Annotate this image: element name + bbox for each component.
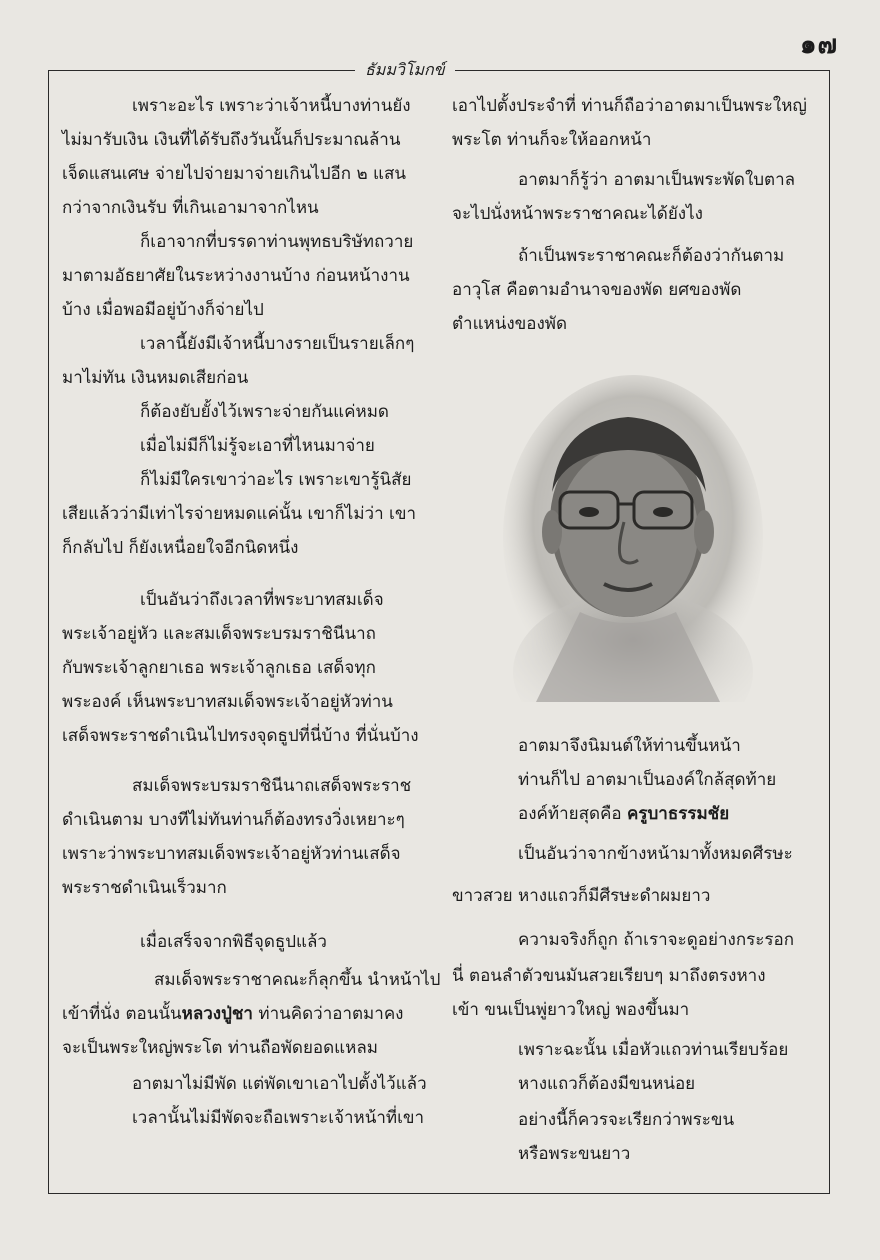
text-line: ก็ไม่มีใครเขาว่าอะไร เพราะเขารู้นิสัย <box>140 470 412 490</box>
name-kruba-thammachai: ครูบาธรรมชัย <box>627 804 730 824</box>
name-hluang-pu-cha: หลวงปู่ชา <box>181 1004 253 1024</box>
text-line: อาวุโส คือตามอำนาจของพัด ยศของพัด <box>452 280 742 300</box>
text-line <box>62 1000 404 1027</box>
text-line: ก็เอาจากที่บรรดาท่านพุทธบริษัทถวาย <box>140 232 414 252</box>
text-line: จะเป็นพระใหญ่พระโต ท่านถือพัดยอดแหลม <box>62 1038 378 1058</box>
monk-portrait-photo <box>500 372 766 702</box>
text-line: มาตามอัธยาศัยในระหว่างงานบ้าง ก่อนหน้างาน <box>62 266 410 286</box>
text-line: หางแถวก็ต้องมีขนหน่อย <box>518 1074 696 1094</box>
text-line: เวลานั้นไม่มีพัดจะถือเพราะเจ้าหน้าที่เขา <box>132 1108 425 1128</box>
text-line: เป็นอันว่าถึงเวลาที่พระบาทสมเด็จ <box>140 590 384 610</box>
text-line: อย่างนี้ก็ควรจะเรียกว่าพระขน <box>518 1110 735 1130</box>
text-line: เป็นอันว่าจากข้างหน้ามาทั้งหมดศีรษะ <box>518 844 793 864</box>
text-line: เมื่อไม่มีก็ไม่รู้จะเอาที่ไหนมาจ่าย <box>140 436 375 456</box>
text-line: เสียแล้วว่ามีเท่าไรจ่ายหมดแค่นั้น เขาก็ไม่ว่า เขา <box>62 504 417 524</box>
text-line: นี่ ตอนลำตัวขนมันสวยเรียบๆ มาถึงตรงหาง <box>452 966 766 986</box>
text-segment: องค์ท้ายสุดคือ <box>518 804 627 824</box>
text-line: จะไปนั่งหน้าพระราชาคณะได้ยังไง <box>452 204 703 224</box>
text-line: หรือพระขนยาว <box>518 1144 631 1164</box>
text-line: พระเจ้าอยู่หัว และสมเด็จพระบรมราชินีนาถ <box>62 624 376 644</box>
text-line: บ้าง เมื่อพอมีอยู่บ้างก็จ่ายไป <box>62 300 264 320</box>
text-line: อาตมาจึงนิมนต์ให้ท่านขึ้นหน้า <box>518 736 741 756</box>
text-line: เสด็จพระราชดำเนินไปทรงจุดธูปที่นี่บ้าง ที่นั่นบ้าง <box>62 726 419 746</box>
text-line: พระองค์ เห็นพระบาทสมเด็จพระเจ้าอยู่หัวท่าน <box>62 692 393 712</box>
text-line: เพราะว่าพระบาทสมเด็จพระเจ้าอยู่หัวท่านเสด็จ <box>62 844 401 864</box>
text-line: พระราชดำเนินเร็วมาก <box>62 878 227 898</box>
text-line: อาตมาก็รู้ว่า อาตมาเป็นพระพัดใบตาล <box>518 170 796 190</box>
text-line: กับพระเจ้าลูกยาเธอ พระเจ้าลูกเธอ เสด็จทุก <box>62 658 376 678</box>
text-line <box>518 800 729 827</box>
text-line: สมเด็จพระบรมราชินีนาถเสด็จพระราช <box>132 776 412 796</box>
text-line: อาตมาไม่มีพัด แต่พัดเขาเอาไปตั้งไว้แล้ว <box>132 1074 427 1094</box>
text-line: ท่านก็ไป อาตมาเป็นองค์ใกล้สุดท้าย <box>518 770 777 790</box>
text-line: เจ็ดแสนเศษ จ่ายไปจ่ายมาจ่ายเกินไปอีก ๒ แสน <box>62 164 407 184</box>
text-line: ถ้าเป็นพระราชาคณะก็ต้องว่ากันตาม <box>518 246 785 266</box>
text-segment: เข้าที่นั่ง ตอนนั้น <box>62 1004 182 1024</box>
text-line: เวลานี้ยังมีเจ้าหนี้บางรายเป็นรายเล็กๆ <box>140 334 415 354</box>
text-line: ไม่มารับเงิน เงินที่ได้รับถึงวันนั้นก็ประมาณล้าน <box>62 130 401 150</box>
text-line: พระโต ท่านก็จะให้ออกหน้า <box>452 130 652 150</box>
text-line: ดำเนินตาม บางทีไม่ทันท่านก็ต้องทรงวิ่งเหยาะๆ <box>62 810 405 830</box>
text-line: เพราะอะไร เพราะว่าเจ้าหนี้บางท่านยัง <box>132 96 411 116</box>
text-line: ก็กลับไป ก็ยังเหนื่อยใจอีกนิดหนึ่ง <box>62 538 299 558</box>
text-segment: ท่านคิดว่าอาตมาคง <box>252 1004 404 1024</box>
text-line: ความจริงก็ถูก ถ้าเราจะดูอย่างกระรอก <box>518 930 795 950</box>
text-line: ตำแหน่งของพัด <box>452 314 568 334</box>
text-line: เมื่อเสร็จจากพิธีจุดธูปแล้ว <box>140 932 327 952</box>
text-line: มาไม่ทัน เงินหมดเสียก่อน <box>62 368 249 388</box>
text-line: เข้า ขนเป็นพู่ยาวใหญ่ พองขึ้นมา <box>452 1000 690 1020</box>
text-line: กว่าจากเงินรับ ที่เกินเอามาจากไหน <box>62 198 319 218</box>
text-line: เพราะฉะนั้น เมื่อหัวแถวท่านเรียบร้อย <box>518 1040 789 1060</box>
text-line: เอาไปตั้งประจำที่ ท่านก็ถือว่าอาตมาเป็นพระใหญ่ <box>452 96 807 116</box>
text-line: ก็ต้องยับยั้งไว้เพราะจ่ายกันแค่หมด <box>140 402 389 422</box>
text-line: สมเด็จพระราชาคณะก็ลุกขึ้น นำหน้าไป <box>154 970 441 990</box>
text-line: ขาวสวย หางแถวก็มีศีรษะดำผมยาว <box>452 886 711 906</box>
running-title: ธัมมวิโมกข์ <box>355 58 455 83</box>
page-number: ๑๗ <box>799 30 838 60</box>
